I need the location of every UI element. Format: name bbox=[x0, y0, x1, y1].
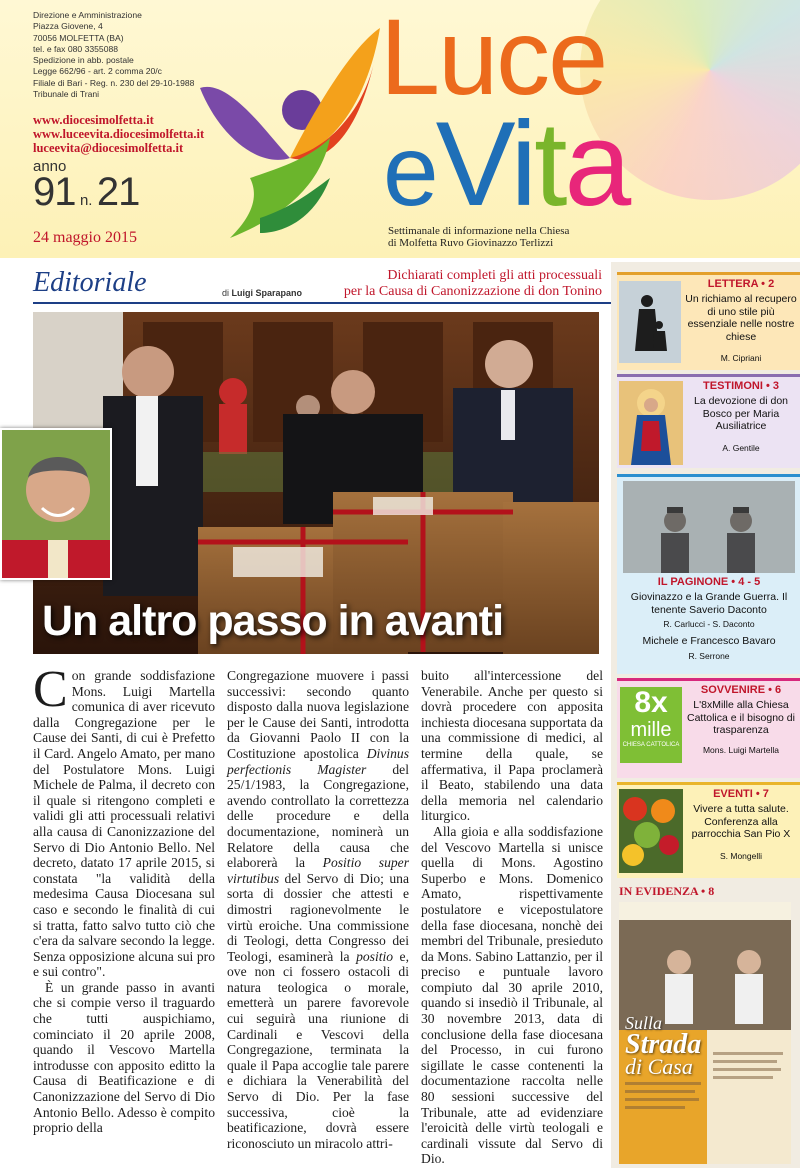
admin-line: Tribunale di Trani bbox=[33, 89, 100, 100]
evidenza-poster[interactable] bbox=[619, 902, 791, 1164]
numero-label: n. bbox=[79, 192, 93, 209]
title-letter-t: t bbox=[534, 97, 565, 231]
paragraph bbox=[33, 661, 215, 980]
index-box-eventi[interactable] bbox=[617, 782, 800, 878]
admin-line: Filiale di Bari - Reg. n. 230 del 29-10-1988 bbox=[33, 77, 195, 88]
byline-prefix: di bbox=[222, 288, 230, 298]
index-box-heading: IL PAGINONE • 4 - 5 bbox=[657, 576, 761, 588]
masthead bbox=[0, 0, 800, 258]
index-box-heading: SOVVENIRE • 6 bbox=[700, 684, 782, 696]
anno-value: 91 bbox=[33, 170, 76, 214]
administration-info bbox=[33, 10, 194, 100]
article-column-3 bbox=[421, 668, 603, 1168]
eventi-thumbnail bbox=[619, 789, 683, 873]
statue-icon bbox=[619, 281, 681, 363]
index-heading-evidenza: IN EVIDENZA • 8 bbox=[619, 884, 715, 898]
website-link[interactable]: www.diocesimolfetta.it bbox=[33, 113, 154, 127]
index-box-text: Giovinazzo e la Grande Guerra. Il tenente Saverio Daconto bbox=[630, 591, 788, 616]
editorial-teaser bbox=[344, 268, 602, 300]
poster-title-line: di Casa bbox=[625, 1054, 693, 1079]
index-box-author: S. Mongelli bbox=[719, 850, 763, 861]
article-headline: Un altro passo in avanti bbox=[42, 597, 504, 645]
admin-line: 70056 MOLFETTA (BA) bbox=[33, 32, 124, 43]
index-box-heading: TESTIMONI • 3 bbox=[703, 380, 779, 392]
issue-number bbox=[33, 158, 140, 214]
index-box-text: Michele e Francesco Bavaro bbox=[642, 635, 776, 647]
issue-date: 24 maggio 2015 bbox=[33, 229, 137, 246]
index-box-author: R. Carlucci - S. Daconto bbox=[663, 619, 755, 629]
index-box-author: R. Serrone bbox=[688, 650, 730, 661]
paragraph: Alla gioia e alla soddisfazione del Vescovo Martella si unisce quella di Mons. Agostino Superbo e Mons. Domenico Amato, rispettivamente postulatore e vicepostulatore della fase diocesana, nonchè dei membri del Tribunale, presieduto da Mons. Sabino Lattanzio, per il preciso e puntuale lavoro compiuto dal 30 aprile 2010, quando si insediò il Tribunale, al 30 novembre 2013, data di conclusione della fase diocesana del Processo, in cui furono sigillate le casse contenenti la documentazione raccolta nelle 80 sessioni successive del Tribunale, atte ad evidenziare l'eroicità delle virtù teologali e cardinali vissute dal Servo di Dio. bbox=[421, 823, 603, 1167]
italic-title: Divinus perfectionis Magister bbox=[227, 745, 409, 777]
article-body bbox=[33, 661, 603, 1168]
teaser-line: per la Causa di Canonizzazione di don Tonino bbox=[343, 284, 602, 299]
title-letter-v: V bbox=[435, 97, 511, 231]
byline bbox=[222, 288, 302, 298]
masthead-title-e-vita bbox=[383, 97, 629, 231]
section-label-editoriale: Editoriale bbox=[33, 267, 147, 298]
website-link[interactable]: www.luceevita.diocesimolfetta.it bbox=[33, 127, 205, 141]
sidebar-index bbox=[611, 262, 800, 1168]
index-box-testimoni[interactable] bbox=[617, 374, 800, 468]
paragraph-text: del Servo di Dio; una sorta di dossier che attesti e dimostri ragionevolmente le virtù eroiche. Una commissione di Teologi, detta Congresso dei Teologi, esaminerà la bbox=[227, 870, 409, 964]
index-box-text: La devozione di don Bosco per Maria Ausiliatrice bbox=[694, 395, 788, 432]
numero-value: 21 bbox=[96, 170, 140, 214]
testimoni-thumbnail bbox=[619, 381, 683, 465]
index-box-author: Mons. Luigi Martella bbox=[702, 744, 780, 755]
italic-title: Positio super virtutibus bbox=[227, 855, 409, 886]
masthead-title-luce: Luce bbox=[380, 0, 607, 117]
email-link[interactable]: luceevita@diocesimolfetta.it bbox=[33, 141, 184, 155]
dropcap: C bbox=[33, 661, 68, 718]
title-letter-a: a bbox=[564, 97, 629, 231]
luce-e-vita-logo-icon bbox=[190, 18, 390, 248]
paragraph: buito all'intercessione del Venerabile. Anche per questo si dovrà procedere con apposita inchiesta diocesana supportata da una commissione di medici, al termine della quale, se affermativa, il Papa proclamerà il Beato, stabilendo una data della memoria nel calendario liturgico. bbox=[421, 668, 603, 824]
index-box-author: M. Cipriani bbox=[720, 353, 762, 363]
paginone-thumbnail bbox=[623, 481, 795, 573]
index-box-lettera[interactable] bbox=[617, 272, 800, 370]
index-box-heading: EVENTI • 7 bbox=[713, 788, 769, 800]
admin-line: Piazza Giovene, 4 bbox=[33, 21, 103, 32]
index-box-text: Un richiamo al recupero di uno stile più essenziale nelle nostre chiese bbox=[685, 293, 797, 343]
index-box-paginone[interactable] bbox=[617, 474, 800, 674]
admin-line: Spedizione in abb. postale bbox=[33, 55, 134, 66]
madonna-icon bbox=[619, 381, 683, 465]
poster-title-line: Sulla bbox=[625, 1013, 663, 1033]
title-letter-e: e bbox=[383, 115, 436, 227]
poster-title-line: Strada bbox=[625, 1029, 702, 1060]
paragraph-text: Congregazione muovere i passi successivi: secondo quanto disposto dalla nuova legislazione per le Cause dei Santi, introdotta da Giovanni Paolo II con la Costituzione apostolica bbox=[227, 668, 409, 761]
admin-line: Direzione e Amministrazione bbox=[33, 10, 142, 20]
vegetables-icon bbox=[619, 789, 683, 873]
paragraph-text: del 25/1/1983, la Congregazione, avendo controllato la correttezza delle procedure e della documentazione, nominerà un Relatore della causa che elaborerà la bbox=[227, 761, 409, 871]
inset-portrait bbox=[0, 428, 112, 580]
index-box-author: A. Gentile bbox=[722, 442, 760, 453]
article-column-1 bbox=[33, 661, 215, 1168]
poster-title bbox=[625, 1012, 701, 1078]
masthead-subtitle bbox=[388, 225, 569, 249]
subtitle-line: Settimanale di informazione nella Chiesa bbox=[388, 225, 570, 237]
paragraph-text: on grande soddisfazione Mons. Luigi Martella comunica di aver ricevuto dalla Congregazione per le Cause dei Santi, di cui è Prefetto il Card. Angelo Amato, per mano del Postulatore Mons. Luigi Michele de Palma, il decreto con il quale si ritengono completi e validi gli atti processuali relativi alla causa di Canonizzazione del Servo di Dio Antonio Bello. Nel decreto, datato 17 aprile 2015, si constata "la validità della medesima Causa Diocesana sul caso e secondo le finalità di cui si tratta, fatto salvo tutto ciò che c'era da salvare secondo la legge. Senza opposizione alcuna sui pro e sui contro". bbox=[33, 668, 215, 980]
index-box-text: Vivere a tutta salute. Conferenza alla parrocchia San Pio X bbox=[691, 803, 791, 840]
section-divider bbox=[33, 302, 611, 304]
8xmille-logo-icon bbox=[620, 687, 682, 763]
logo-word: mille bbox=[630, 719, 672, 741]
anno-label: anno bbox=[33, 158, 67, 175]
subtitle-line: di Molfetta Ruvo Giovinazzo Terlizzi bbox=[388, 237, 554, 249]
article-column-2 bbox=[227, 668, 409, 1168]
logo-big-text: 8x bbox=[634, 687, 668, 719]
title-letter-i: i bbox=[510, 97, 535, 231]
website-links bbox=[33, 113, 204, 155]
teaser-line: Dichiarati completi gli atti processuali bbox=[387, 268, 602, 283]
lettera-thumbnail bbox=[619, 281, 681, 363]
soldiers-photo-icon bbox=[623, 481, 795, 573]
paragraph bbox=[227, 668, 409, 1151]
portrait-illustration bbox=[2, 430, 112, 580]
admin-line: tel. e fax 080 3355088 bbox=[33, 43, 119, 54]
index-box-heading: LETTERA • 2 bbox=[707, 278, 775, 290]
index-box-sovvenire[interactable] bbox=[617, 678, 800, 778]
byline-author: Luigi Sparapano bbox=[231, 288, 303, 298]
index-box-text: L'8xMille alla Chiesa Cattolica e il bisogno di trasparenza bbox=[687, 699, 795, 736]
paragraph: È un grande passo in avanti che si compie verso il traguardo che tutti auspichiamo, cominciato il 20 aprile 2008, quando il Vescovo Martella introdusse con apposito editto la Causa di Beatificazione e di Canonizzazione del Servo di Dio Antonio Bello. Adesso è compito proprio della bbox=[33, 979, 215, 1136]
logo-small-text: CHIESA CATTOLICA bbox=[622, 742, 680, 748]
admin-line: Legge 662/96 - art. 2 comma 20/c bbox=[33, 66, 162, 77]
paragraph-text: e, ove non ci fossero ostacoli di natura teologica o morale, emetterà un parere favorevole cui seguirà una riunione di Cardinali e Vescovi della Congregazione, terminata la quale il Papa accoglie tale parere e dichiara la Venerabilità del Servo di Dio. Per la fase successiva, cioè la beatificazione, dovrà essere riconosciuto un miracolo attri- bbox=[227, 948, 409, 1151]
italic-term: positio bbox=[356, 948, 394, 964]
